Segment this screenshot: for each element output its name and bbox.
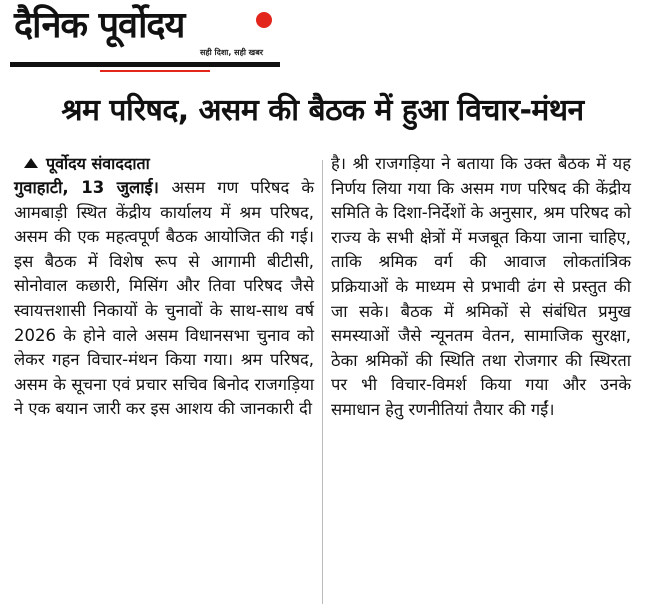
dateline: गुवाहाटी, 13 जुलाई। [14,178,172,197]
column-divider [322,160,323,604]
article-column-left [14,152,314,422]
byline [14,152,314,176]
masthead [0,0,645,80]
body-text-left: असम गण परिषद के आमबाड़ी स्थित केंद्रीय कार्यालय में श्रम परिषद, असम की एक महत्वपूर्ण बैठक आयोजित की गई। इस बैठक में विशेष रूप से आगामी बीटीसी, सोनोवाल कछारी, मिसिंग और तिवा परिषद जैसे स्वायत्तशासी निकायों के चुनावों के साथ-साथ वर्ष 2026 के होने वाले असम विधानसभा चुनाव को लेकर गहन विचार-मंथन किया गया। श्रम परिषद, असम के सूचना एवं प्रचार सचिव बिनोद राजगड़िया ने एक बयान जारी कर इस आशय की जानकारी दी [14,178,314,419]
masthead-tagline: सही दिशा, सही खबर [200,48,264,57]
newspaper-logo: दैनिक पूर्वोदय [14,5,185,46]
article-headline: श्रम परिषद, असम की बैठक में हुआ विचार-मंथन [61,93,584,128]
masthead-rule [10,62,280,67]
byline-text: पूर्वोदय संवाददाता [46,154,150,173]
logo-dot-icon [256,12,272,28]
masthead-accent-rule [100,70,210,72]
triangle-icon [24,158,38,168]
body-text-right: है। श्री राजगड़िया ने बताया कि उक्त बैठक में यह निर्णय लिया गया कि असम गण परिषद की केंद्रीय समिति के दिशा-निर्देशों के अनुसार, श्रम परिषद को राज्य के सभी क्षेत्रों में मजबूत किया जाना चाहिए, ताकि श्रमिक वर्ग की आवाज लोकतांत्रिक प्रक्रियाओं के माध्यम से प्रभावी ढंग से प्रस्तुत की जा सके। बैठक में श्रमिकों से संबंधित प्रमुख समस्याओं जैसे न्यूनतम वेतन, सामाजिक सुरक्षा, ठेका श्रमिकों की स्थिति तथा रोजगार की स्थिरता पर भी विचार-विमर्श किया गया और उनके समाधान हेतु रणनीतियां तैयार की गईं। [331,154,631,419]
article-column-right [331,152,631,423]
